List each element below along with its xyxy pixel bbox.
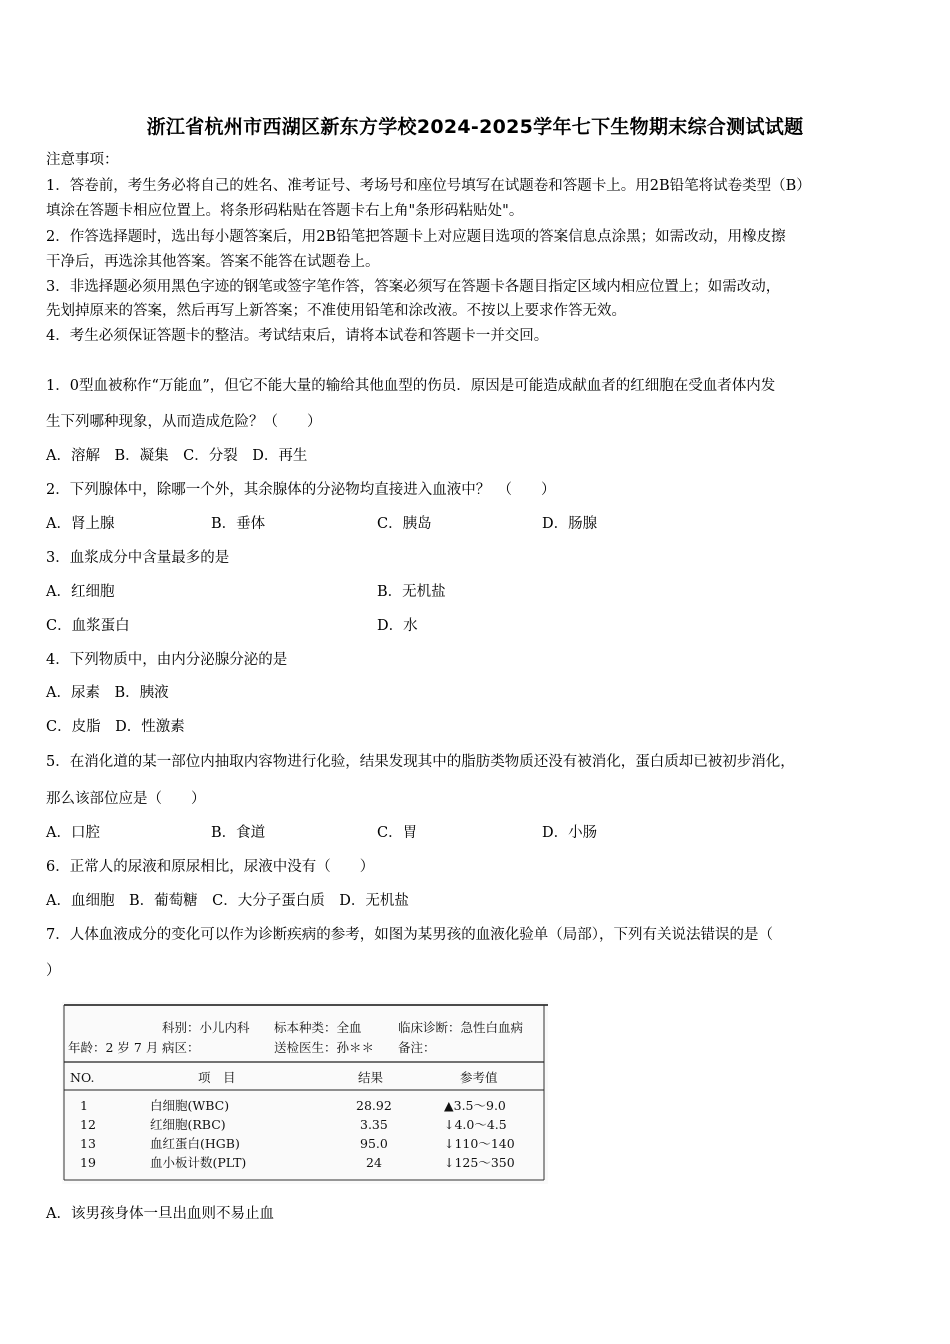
report-header-result: 结果 [358, 1070, 384, 1085]
report-dept: 科别：小儿内科 [162, 1020, 250, 1035]
question-6-options: A．血细胞 B．葡萄糖 C．大分子蛋白质 D．无机盐 [46, 893, 409, 909]
row-no: 13 [80, 1136, 96, 1151]
row-result: 28.92 [356, 1098, 392, 1113]
question-6-stem: 6．正常人的尿液和原尿相比，尿液中没有（ ） [46, 859, 375, 875]
page-title: 浙江省杭州市西湖区新东方学校2024-2025学年七下生物期末综合测试试题 [146, 116, 804, 138]
notice-line: 1．答卷前，考生务必将自己的姓名、准考证号、考场号和座位号填写在试题卷和答题卡上。用2B铅笔将试卷类型（B） [46, 178, 811, 194]
report-header-no: NO. [70, 1070, 95, 1085]
question-3-stem: 3．血浆成分中含量最多的是 [46, 550, 230, 566]
question-7-stem-cont: ） [46, 963, 61, 979]
question-4-stem: 4．下列物质中，由内分泌腺分泌的是 [46, 652, 288, 668]
question-1-options: A．溶解 B．凝集 C．分裂 D．再生 [46, 448, 308, 464]
row-ref: ↓125～350 [444, 1155, 515, 1170]
row-ref: ↓110～140 [444, 1136, 515, 1151]
row-no: 12 [80, 1117, 96, 1132]
row-ref: ▲3.5～9.0 [444, 1098, 506, 1113]
notice-line: 干净后，再选涂其他答案。答案不能答在试题卷上。 [46, 254, 380, 270]
question-7-stem: 7．人体血液成分的变化可以作为诊断疾病的参考，如图为某男孩的血液化验单（局部），下列有关说法错误的是（ [46, 927, 773, 943]
report-ward: 病区： [162, 1040, 200, 1055]
question-3-option-b: B．无机盐 [377, 584, 446, 600]
report-diagnosis: 临床诊断：急性白血病 [398, 1020, 524, 1035]
question-3-option-c: C．血浆蛋白 [46, 618, 130, 634]
question-1-stem-cont: 生下列哪种现象，从而造成危险？（ ） [46, 414, 322, 430]
question-3-option-a: A．红细胞 [46, 584, 115, 600]
row-no: 1 [80, 1098, 88, 1113]
blood-test-report-figure [62, 1002, 548, 1184]
notice-heading: 注意事项： [46, 152, 119, 168]
question-5-option-d: D．小肠 [542, 825, 598, 841]
question-4-options-cd: C．皮脂 D．性激素 [46, 719, 185, 735]
question-2-stem: 2．下列腺体中，除哪一个外，其余腺体的分泌物均直接进入血液中？ （ ） [46, 482, 556, 498]
question-3-option-d: D．水 [377, 618, 418, 634]
question-2-option-c: C．胰岛 [377, 516, 432, 532]
question-5-stem: 5．在消化道的某一部位内抽取内容物进行化验，结果发现其中的脂肪类物质还没有被消化，蛋白质却已被初步消化， [46, 754, 795, 770]
report-sample: 标本种类：全血 [274, 1020, 362, 1035]
question-1-stem: 1．0型血被称作“万能血”，但它不能大量的输给其他血型的伤员．原因是可能造成献血者的红细胞在受血者体内发 [46, 378, 776, 394]
question-5-stem-cont: 那么该部位应是（ ） [46, 791, 206, 807]
row-result: 3.35 [360, 1117, 388, 1132]
notice-line: 2．作答选择题时，选出每小题答案后，用2B铅笔把答题卡上对应题目选项的答案信息点涂黑；如需改动，用橡皮擦 [46, 229, 786, 245]
row-ref: ↓4.0～4.5 [444, 1117, 507, 1132]
report-remark: 备注： [398, 1040, 436, 1055]
question-5-option-a: A．口腔 [46, 825, 100, 841]
blood-test-report-svg [62, 1002, 548, 1184]
notice-line: 填涂在答题卡相应位置上。将条形码粘贴在答题卡右上角"条形码粘贴处"。 [46, 203, 524, 219]
row-result: 24 [366, 1155, 382, 1170]
report-header-ref: 参考值 [460, 1070, 498, 1085]
question-2-option-d: D．肠腺 [542, 516, 598, 532]
row-item: 血小板计数(PLT) [150, 1155, 247, 1170]
row-result: 95.0 [360, 1136, 388, 1151]
row-no: 19 [80, 1155, 96, 1170]
question-5-option-b: B．食道 [211, 825, 266, 841]
row-item: 血红蛋白(HGB) [150, 1136, 240, 1151]
question-2-option-b: B．垂体 [211, 516, 266, 532]
report-age: 年龄：2 岁 7 月 [68, 1040, 159, 1055]
notice-line: 3．非选择题必须用黑色字迹的钢笔或签字笔作答，答案必须写在答题卡各题目指定区域内相应位置上；如需改动， [46, 279, 781, 295]
report-doctor: 送检医生：孙＊＊ [274, 1040, 375, 1055]
report-header-item: 项 目 [198, 1070, 236, 1085]
question-4-options-ab: A．尿素 B．胰液 [46, 685, 169, 701]
notice-line: 4．考生必须保证答题卡的整洁。考试结束后，请将本试卷和答题卡一并交回。 [46, 328, 549, 344]
row-item: 红细胞(RBC) [150, 1117, 226, 1132]
row-item: 白细胞(WBC) [150, 1098, 230, 1113]
question-7-option-a: A．该男孩身体一旦出血则不易止血 [46, 1206, 274, 1222]
question-5-option-c: C．胃 [377, 825, 418, 841]
notice-line: 先划掉原来的答案，然后再写上新答案；不准使用铅笔和涂改液。不按以上要求作答无效。 [46, 303, 626, 319]
question-2-option-a: A．肾上腺 [46, 516, 115, 532]
